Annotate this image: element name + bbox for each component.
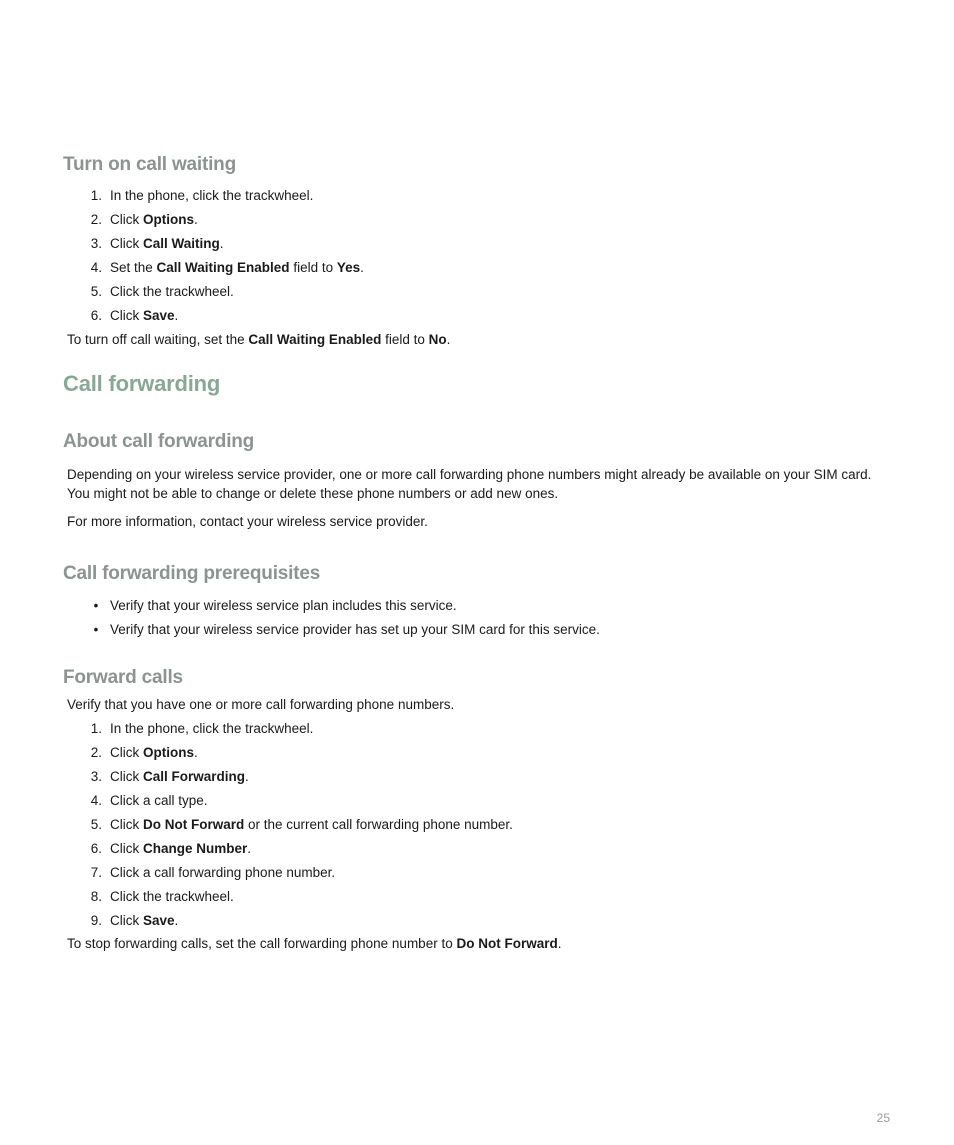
call-waiting-note: To turn off call waiting, set the Call Waiting Enabled field to No. — [67, 332, 451, 347]
document-page: Turn on call waiting 1. In the phone, click the trackwheel. 2. Click Options. 3. Click Call Waiting. 4. Set the Call Waiting Enabled field to Yes. 5. Click the trackwheel. 6. Click Save. To turn off call waiting, set the Call Waiting Enabled field to No. Call forwarding About call forwarding Depending on your wireless service provider, one or more call forwarding phone numbers might already be available on your SIM card. You might not be able to change or delete these phone numbers or add new ones. For more information, contact your wireless service provider. Call forwarding prerequisites • Verify that your wireless service plan includes this service. • Verify that your wireless service provider has set up your SIM card for this service. Forward calls Verify that you have one or more call forwarding phone numbers. 1. In the phone, click the trackwheel. 2. Click Options. 3. Click Call Forwarding. 4. Click a call type. 5. Click Do Not Forward or the current call forwarding phone number. 6. Click Change Number. 7. Click a call forwarding phone number. 8. Click the trackwheel. 9. Click Save. To stop forwarding calls, set the call forwarding phone number to Do Not Forward. 25 — [0, 0, 954, 1145]
heading-call-forwarding: Call forwarding — [63, 371, 221, 396]
heading-forward-calls: Forward calls — [63, 667, 183, 688]
heading-about-call-forwarding: About call forwarding — [63, 431, 255, 452]
about-contact-paragraph: For more information, contact your wireless service provider. — [67, 514, 428, 529]
heading-turn-on-call-waiting: Turn on call waiting — [63, 154, 236, 175]
page-number: 25 — [876, 1111, 890, 1125]
forward-calls-intro: Verify that you have one or more call forwarding phone numbers. — [67, 697, 455, 712]
about-paragraph: Depending on your wireless service provider, one or more call forwarding phone numbers might already be available on your SIM card. You might not be able to change or delete these phone numbers or add new ones. — [67, 467, 872, 501]
heading-prerequisites: Call forwarding prerequisites — [63, 563, 321, 584]
forward-calls-note: To stop forwarding calls, set the call forwarding phone number to Do Not Forward. — [67, 936, 562, 951]
